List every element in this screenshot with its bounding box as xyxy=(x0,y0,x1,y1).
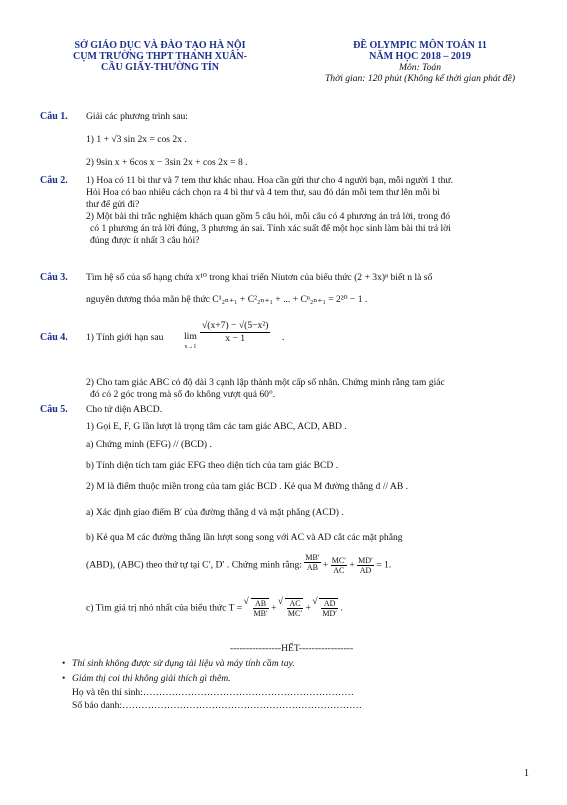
sqrt-term-3 xyxy=(319,598,338,618)
q4-limit xyxy=(184,332,197,352)
q2-line-4: 2) Một bài thi trắc nghiệm khách quan gồm 5 câu hỏi, mỗi câu có 4 phương án trả lời, trong đó xyxy=(86,211,451,222)
note-2: Giám thị coi thi không giải thích gì thêm. xyxy=(72,673,231,684)
q5-label: Câu 5. xyxy=(40,404,68,415)
frac-den: AB xyxy=(306,563,318,572)
q1-part1: 1) 1 + √3 sin 2x = cos 2x . xyxy=(86,134,187,145)
frac-num: MC′ xyxy=(331,556,346,565)
lim-sub: x→1 xyxy=(184,344,197,350)
q5-line-5: a) Xác định giao điểm B′ của đường thẳng d và mặt phẳng (ACD) . xyxy=(86,507,344,518)
q5-line-1: 1) Gọi E, F, G lần lượt là trọng tâm các tam giác ABC, ACD, ABD . xyxy=(86,421,347,432)
frac-den: MB′ xyxy=(253,609,268,618)
q4-part1-text: 1) Tính giới hạn sau xyxy=(86,332,164,343)
q4-period: . xyxy=(282,332,285,343)
q5-line-6: b) Kẻ qua M các đường thẳng lần lượt song song với AC và AD cắt các mặt phẳng xyxy=(86,532,403,543)
cluster-line-1: CỤM TRƯỜNG THPT THANH XUÂN- xyxy=(73,51,247,62)
q4-line-2: 2) Cho tam giác ABC có độ dài 3 cạnh lập thành một cấp số nhân. Chứng minh rằng tam giác xyxy=(86,377,445,388)
q2-line-2: Hỏi Hoa có bao nhiêu cách chọn ra 4 bì thư và 4 tem thư, sau đó dán mỗi tem thư lên mỗi bì xyxy=(86,187,440,198)
dept-name: SỞ GIÁO DỤC VÀ ĐÀO TẠO HÀ NỘI xyxy=(74,40,246,51)
end-marker: ----------------HẾT----------------- xyxy=(230,643,354,654)
note-1: Thí sinh không được sử dụng tài liệu và máy tính cầm tay. xyxy=(72,658,295,669)
q3-label: Câu 3. xyxy=(40,272,68,283)
q3-line-1: Tìm hệ số của số hạng chứa x¹⁰ trong khai triển Niutơn của biểu thức (2 + 3x)ⁿ biết n là số xyxy=(86,272,433,283)
lim-word: lim xyxy=(184,331,197,342)
q2-label: Câu 2. xyxy=(40,175,68,186)
q4-denominator: x − 1 xyxy=(225,333,246,344)
time-limit: Thời gian: 120 phút (Không kể thời gian phát đề) xyxy=(324,73,516,84)
frac-num: √ AD xyxy=(321,599,338,609)
q4-label: Câu 4. xyxy=(40,332,68,343)
frac-md-ad xyxy=(357,556,374,575)
page-number: 1 xyxy=(524,768,529,779)
exam-header xyxy=(290,40,550,84)
q4-numerator: √(x+7) − √(5−x²) xyxy=(202,320,269,331)
q5-line-3: b) Tính diện tích tam giác EFG theo diện tích của tam giác BCD . xyxy=(86,460,339,471)
frac-den: AC xyxy=(333,566,345,575)
bullet-icon: • xyxy=(62,673,66,684)
q4-fraction xyxy=(200,320,270,345)
q2-line-3: thư để gửi đi? xyxy=(86,199,140,210)
cluster-line-2: CẦU GIẤY-THƯỜNG TÍN xyxy=(101,62,219,73)
q3-line-2: nguyên dương thỏa mãn hệ thức C¹₂ₙ₊₁ + C²₂ₙ₊₁ + ... + Cⁿ₂ₙ₊₁ = 2²⁰ − 1 . xyxy=(86,294,368,305)
q1-part2: 2) 9sin x + 6cos x − 3sin 2x + cos 2x = 8 . xyxy=(86,157,248,168)
school-header xyxy=(40,40,280,73)
candidate-number-line: Số báo danh:………………………………………………………………… xyxy=(72,700,362,711)
q5-l7-tail: = 1. xyxy=(376,559,392,571)
q5-line-4: 2) M là điểm thuộc miền trong của tam giác BCD . Kẻ qua M đường thẳng d // AB . xyxy=(86,481,409,492)
frac-den: AD xyxy=(359,566,372,575)
q5-l8-text: c) Tìm giá trị nhỏ nhất của biểu thức T = xyxy=(86,602,243,614)
frac-num: MD′ xyxy=(358,556,373,565)
bullet-icon: • xyxy=(62,658,66,669)
q5-line-7: (ABD), (ABC) theo thứ tự tại C′, D′ . Chứng minh rằng: $\frac{MB'}{AB}$ + $\frac{MC'}{AC}$ + $\frac{MD'}{AD}$ = 1. xyxy=(86,553,392,575)
q2-line-6: đúng được ít nhất 3 câu hỏi? xyxy=(90,235,200,246)
frac-num: MB′ xyxy=(305,553,320,562)
q5-line-8: c) Tìm giá trị nhỏ nhất của biểu thức T = √ $\frac{AB}{MB'}$ + √ $\frac{AC}{MC'}$ + √ $\frac{AD}{MD'}$ . xyxy=(86,598,343,618)
q2-line-1: 1) Hoa có 11 bì thư và 7 tem thư khác nhau. Hoa cần gửi thư cho 4 người bạn, mỗi người 1 thư. xyxy=(86,175,453,186)
q1-label: Câu 1. xyxy=(40,111,68,122)
q5-l7-text: (ABD), (ABC) theo thứ tự tại C′, D′ . Chứng minh rằng: xyxy=(86,559,302,571)
q5-intro: Cho tứ diện ABCD. xyxy=(86,404,163,415)
school-year: NĂM HỌC 2018 – 2019 xyxy=(369,51,471,62)
frac-mb-ab xyxy=(304,553,320,572)
frac-num: √ AB xyxy=(253,599,269,609)
frac-num: √ AC xyxy=(287,599,303,609)
sqrt-term-1 xyxy=(251,598,269,618)
subject: Môn: Toán xyxy=(398,62,442,73)
frac-den: MC′ xyxy=(287,609,303,618)
frac-den: MD′ xyxy=(322,609,337,618)
q1-intro: Giải các phương trình sau: xyxy=(86,111,188,122)
exam-title: ĐỀ OLYMPIC MÔN TOÁN 11 xyxy=(353,40,487,51)
sqrt-term-2 xyxy=(285,598,303,618)
candidate-name-line: Họ và tên thí sinh:………………………………………………………… xyxy=(72,687,354,698)
q5-line-2: a) Chứng minh (EFG) // (BCD) . xyxy=(86,439,212,450)
q2-line-5: có 1 phương án trả lời đúng, 3 phương án sai. Tính xác suất để một học sinh làm bài thi trả lời xyxy=(90,223,451,234)
q4-line-3: đó có 2 góc trong mà số đo không vượt quá 60°. xyxy=(90,389,276,400)
frac-mc-ac xyxy=(331,556,347,575)
